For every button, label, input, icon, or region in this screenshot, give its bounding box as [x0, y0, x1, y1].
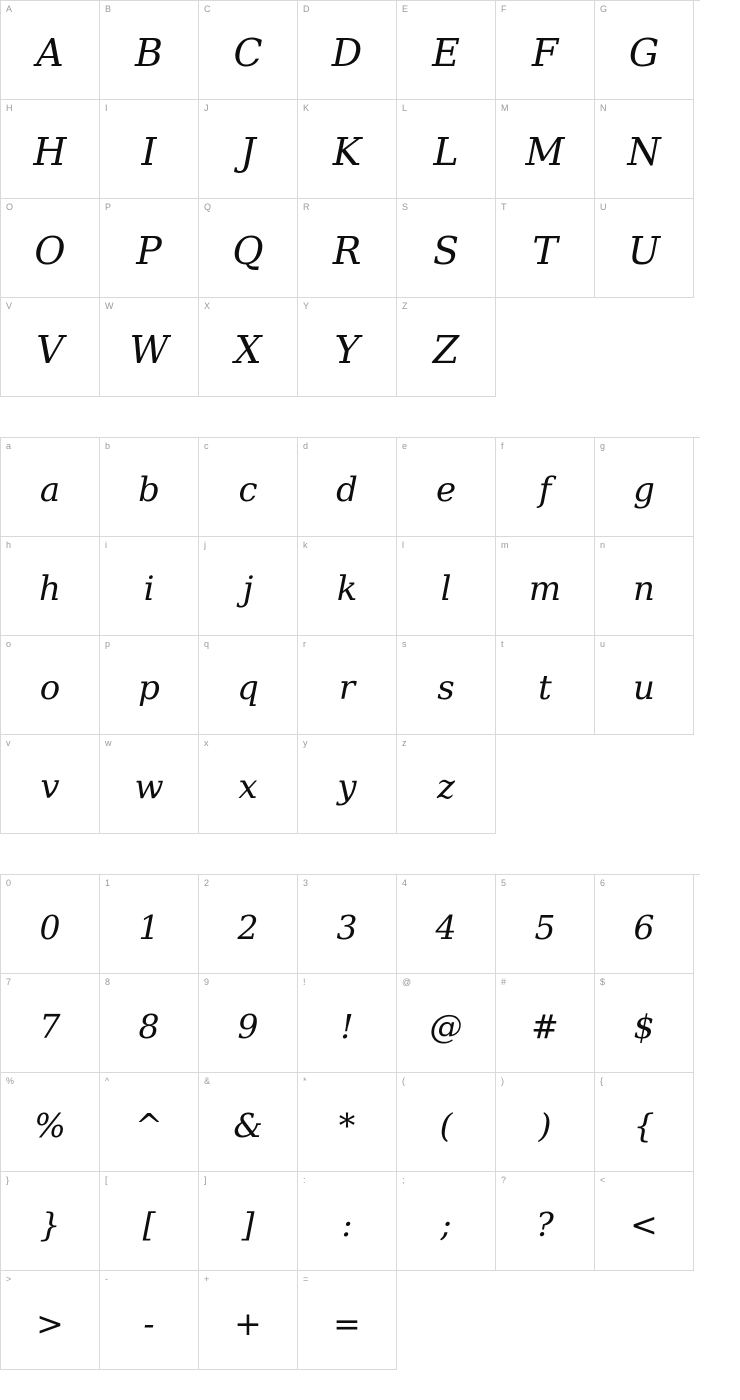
glyph-cell-character: f: [538, 470, 552, 510]
glyph-cell-character: Z: [432, 328, 460, 372]
glyph-cell[interactable]: [496, 974, 595, 1073]
glyph-cell[interactable]: [1, 1, 100, 100]
glyph-cell[interactable]: [199, 1271, 298, 1370]
glyph-cell-tag: >: [6, 1274, 12, 1284]
glyph-cell[interactable]: [595, 438, 694, 537]
glyph-cell-tag: B: [105, 4, 112, 14]
glyph-cell-tag: <: [600, 1175, 606, 1185]
glyph-cell-tag: 1: [105, 878, 111, 888]
glyph-cell[interactable]: [1, 298, 100, 397]
glyph-cell-character: ?: [536, 1204, 554, 1244]
glyph-cell-tag: v: [6, 738, 11, 748]
glyph-cell-character: &: [233, 1105, 263, 1145]
glyph-cell[interactable]: [397, 199, 496, 298]
glyph-cell-tag: 6: [600, 878, 606, 888]
glyph-cell[interactable]: [100, 537, 199, 636]
glyph-cell[interactable]: [199, 1172, 298, 1271]
glyph-cell-character: 7: [39, 1006, 61, 1046]
glyph-cell-tag: o: [6, 639, 12, 649]
glyph-cell-tag: A: [6, 4, 13, 14]
glyph-cell[interactable]: [298, 875, 397, 974]
glyph-cell-tag: @: [402, 977, 412, 987]
glyph-cell-tag: d: [303, 441, 309, 451]
glyph-cell[interactable]: [298, 636, 397, 735]
uppercase-glyph-grid: [0, 0, 700, 397]
glyph-cell-character: j: [242, 569, 254, 609]
glyph-cell-character: J: [240, 130, 256, 174]
glyph-cell[interactable]: [397, 298, 496, 397]
glyph-cell-tag: 2: [204, 878, 210, 888]
glyph-cell[interactable]: [397, 735, 496, 834]
glyph-cell[interactable]: [1, 100, 100, 199]
glyph-cell[interactable]: [199, 1073, 298, 1172]
glyph-cell-tag: 4: [402, 878, 408, 888]
glyph-cell-character: =: [333, 1303, 361, 1343]
glyph-cell-character: O: [34, 229, 66, 273]
glyph-cell[interactable]: [1, 199, 100, 298]
glyph-cell[interactable]: [595, 199, 694, 298]
glyph-cell-tag: V: [6, 301, 13, 311]
glyph-cell-character: I: [141, 130, 157, 174]
glyph-cell[interactable]: [298, 1271, 397, 1370]
glyph-cell-character: [: [142, 1204, 156, 1244]
glyph-cell-character: N: [627, 130, 661, 174]
glyph-cell-character: c: [238, 470, 258, 510]
glyph-cell-tag: 9: [204, 977, 210, 987]
glyph-cell-character: <: [630, 1204, 658, 1244]
glyph-cell[interactable]: [199, 438, 298, 537]
glyph-cell[interactable]: [397, 974, 496, 1073]
glyph-cell[interactable]: [298, 1172, 397, 1271]
block-spacer: [0, 834, 700, 874]
glyph-cell-character: @: [429, 1006, 463, 1046]
glyph-cell-character: b: [138, 470, 160, 510]
glyph-cell-tag: W: [105, 301, 114, 311]
glyph-cell-character: G: [628, 31, 660, 75]
glyph-cell[interactable]: [298, 199, 397, 298]
glyph-cell-tag: q: [204, 639, 210, 649]
glyph-cell-character: 1: [138, 907, 160, 947]
glyph-cell-tag: C: [204, 4, 211, 14]
glyph-cell-character: A: [36, 31, 64, 75]
glyph-cell-character: X: [234, 328, 262, 372]
glyph-cell[interactable]: [397, 1172, 496, 1271]
glyph-cell[interactable]: [496, 1172, 595, 1271]
glyph-cell-character: E: [432, 31, 460, 75]
glyph-cell-empty: [595, 1271, 694, 1370]
glyph-cell-character: v: [40, 767, 60, 807]
glyph-cell-character: g: [633, 470, 655, 510]
glyph-cell-tag: S: [402, 202, 409, 212]
glyph-cell[interactable]: [496, 537, 595, 636]
glyph-cell-tag: *: [303, 1076, 307, 1086]
glyph-cell-tag: s: [402, 639, 407, 649]
glyph-cell-tag: D: [303, 4, 310, 14]
glyph-cell-character: ): [538, 1105, 552, 1145]
glyph-cell-empty: [496, 735, 595, 834]
glyph-cell-character: V: [36, 328, 64, 372]
glyph-cell[interactable]: [100, 298, 199, 397]
glyph-cell[interactable]: [397, 1, 496, 100]
glyph-cell-character: i: [143, 569, 155, 609]
glyph-cell-tag: Q: [204, 202, 212, 212]
glyph-cell-character: D: [331, 31, 363, 75]
glyph-cell-tag: r: [303, 639, 306, 649]
glyph-cell[interactable]: [496, 636, 595, 735]
glyph-cell-character: 4: [435, 907, 457, 947]
glyph-cell[interactable]: [1, 875, 100, 974]
glyph-cell[interactable]: [298, 298, 397, 397]
glyph-cell-tag: ;: [402, 1175, 405, 1185]
glyph-cell-character: s: [437, 668, 455, 708]
glyph-cell-empty: [595, 298, 694, 397]
glyph-cell-character: S: [432, 229, 460, 273]
glyph-cell-character: z: [437, 767, 455, 807]
glyph-cell-tag: H: [6, 103, 13, 113]
glyph-cell-tag: O: [6, 202, 14, 212]
glyph-cell-character: e: [435, 470, 457, 510]
glyph-cell-character: q: [237, 668, 259, 708]
glyph-cell-character: +: [234, 1303, 262, 1343]
glyph-cell-tag: ): [501, 1076, 504, 1086]
glyph-cell-character: >: [36, 1303, 64, 1343]
glyph-cell[interactable]: [199, 636, 298, 735]
glyph-cell-tag: {: [600, 1076, 604, 1086]
glyph-cell[interactable]: [397, 438, 496, 537]
glyph-cell-character: h: [39, 569, 61, 609]
glyph-cell[interactable]: [595, 875, 694, 974]
glyph-cell[interactable]: [100, 974, 199, 1073]
glyph-cell-tag: I: [105, 103, 108, 113]
glyph-cell-tag: m: [501, 540, 509, 550]
glyph-cell-character: 3: [336, 907, 358, 947]
glyph-cell-tag: [: [105, 1175, 108, 1185]
glyph-cell-tag: E: [402, 4, 409, 14]
glyph-cell[interactable]: [298, 438, 397, 537]
glyph-cell[interactable]: [1, 1172, 100, 1271]
glyph-cell[interactable]: [199, 1, 298, 100]
glyph-cell[interactable]: [100, 636, 199, 735]
glyph-cell[interactable]: [397, 1073, 496, 1172]
glyph-cell-tag: ]: [204, 1175, 207, 1185]
glyph-cell-character: $: [633, 1006, 655, 1046]
glyph-cell-tag: i: [105, 540, 107, 550]
glyph-cell-tag: w: [105, 738, 112, 748]
glyph-cell-character: (: [439, 1105, 453, 1145]
glyph-cell[interactable]: [298, 100, 397, 199]
glyph-cell[interactable]: [199, 974, 298, 1073]
glyph-cell[interactable]: [298, 1073, 397, 1172]
glyph-cell-tag: b: [105, 441, 111, 451]
glyph-cell-character: {: [633, 1105, 655, 1145]
glyph-cell-tag: T: [501, 202, 507, 212]
glyph-cell[interactable]: [100, 1271, 199, 1370]
glyph-cell[interactable]: [1, 1073, 100, 1172]
glyph-cell-tag: R: [303, 202, 310, 212]
glyph-cell-tag: u: [600, 639, 606, 649]
glyph-cell[interactable]: [1, 1271, 100, 1370]
glyph-cell-character: :: [341, 1204, 353, 1244]
glyph-cell-tag: $: [600, 977, 606, 987]
glyph-cell-tag: L: [402, 103, 408, 113]
glyph-cell-character: }: [39, 1204, 61, 1244]
glyph-cell-tag: 5: [501, 878, 507, 888]
glyph-cell-character: #: [531, 1006, 559, 1046]
glyph-cell-tag: e: [402, 441, 408, 451]
glyph-cell-tag: +: [204, 1274, 210, 1284]
glyph-cell[interactable]: [100, 1, 199, 100]
glyph-cell-character: M: [525, 130, 565, 174]
glyph-cell-tag: K: [303, 103, 310, 113]
glyph-cell-character: H: [33, 130, 67, 174]
block-spacer: [0, 397, 700, 437]
glyph-cell-character: P: [136, 229, 162, 273]
glyph-cell-tag: t: [501, 639, 504, 649]
glyph-cell[interactable]: [595, 1073, 694, 1172]
glyph-cell-tag: ^: [105, 1076, 110, 1086]
glyph-cell[interactable]: [100, 438, 199, 537]
glyph-cell-tag: n: [600, 540, 606, 550]
glyph-cell-tag: j: [204, 540, 206, 550]
glyph-cell-tag: &: [204, 1076, 211, 1086]
glyph-cell-character: Q: [232, 229, 264, 273]
glyph-cell[interactable]: [496, 438, 595, 537]
glyph-cell[interactable]: [199, 199, 298, 298]
glyph-cell[interactable]: [496, 1073, 595, 1172]
glyph-cell[interactable]: [100, 199, 199, 298]
glyph-cell[interactable]: [397, 537, 496, 636]
glyph-cell[interactable]: [397, 100, 496, 199]
glyph-cell-tag: z: [402, 738, 407, 748]
glyph-cell-tag: Y: [303, 301, 310, 311]
glyph-cell-character: R: [332, 229, 362, 273]
glyph-cell[interactable]: [496, 100, 595, 199]
glyph-cell-character: u: [633, 668, 655, 708]
glyph-cell[interactable]: [496, 875, 595, 974]
glyph-cell[interactable]: [595, 1172, 694, 1271]
glyph-cell[interactable]: [298, 974, 397, 1073]
glyph-cell-tag: 7: [6, 977, 12, 987]
glyph-cell-tag: 8: [105, 977, 111, 987]
glyph-cell-character: o: [39, 668, 61, 708]
glyph-cell[interactable]: [298, 1, 397, 100]
glyph-cell-tag: x: [204, 738, 209, 748]
glyph-cell-tag: F: [501, 4, 507, 14]
glyph-cell-character: B: [135, 31, 163, 75]
glyph-cell-tag: p: [105, 639, 111, 649]
glyph-cell-character: k: [336, 569, 358, 609]
glyph-cell-tag: P: [105, 202, 112, 212]
glyph-cell[interactable]: [397, 636, 496, 735]
glyph-cell-tag: Z: [402, 301, 408, 311]
glyph-cell[interactable]: [100, 1172, 199, 1271]
glyph-cell-character: t: [538, 668, 552, 708]
glyph-cell-character: 6: [633, 907, 655, 947]
symbol-glyph-grid: [0, 874, 700, 1370]
glyph-cell-character: U: [627, 229, 661, 273]
glyph-cell[interactable]: [1, 735, 100, 834]
glyph-cell-character: r: [338, 668, 356, 708]
glyph-cell[interactable]: [1, 636, 100, 735]
glyph-cell-empty: [595, 735, 694, 834]
glyph-cell-character: y: [337, 767, 357, 807]
glyph-cell-character: 2: [237, 907, 259, 947]
glyph-cell[interactable]: [1, 974, 100, 1073]
glyph-cell[interactable]: [100, 1073, 199, 1172]
glyph-cell-tag: %: [6, 1076, 15, 1086]
glyph-cell-character: l: [440, 569, 452, 609]
glyph-cell-empty: [397, 1271, 496, 1370]
glyph-cell[interactable]: [100, 875, 199, 974]
glyph-cell-character: 8: [138, 1006, 160, 1046]
glyph-cell-character: L: [433, 130, 459, 174]
lowercase-glyph-grid: [0, 437, 700, 834]
glyph-cell[interactable]: [100, 735, 199, 834]
glyph-cell-character: K: [332, 130, 362, 174]
glyph-cell[interactable]: [298, 537, 397, 636]
glyph-cell-tag: g: [600, 441, 606, 451]
glyph-cell-character: C: [233, 31, 263, 75]
glyph-cell-character: W: [129, 328, 169, 372]
glyph-cell-tag: :: [303, 1175, 306, 1185]
glyph-cell[interactable]: [595, 636, 694, 735]
glyph-cell[interactable]: [595, 974, 694, 1073]
glyph-cell-tag: 3: [303, 878, 309, 888]
glyph-cell-character: *: [338, 1105, 356, 1145]
glyph-cell-tag: U: [600, 202, 607, 212]
glyph-cell-character: x: [238, 767, 258, 807]
glyph-cell[interactable]: [199, 875, 298, 974]
glyph-cell-character: F: [531, 31, 559, 75]
glyph-cell-character: d: [336, 470, 358, 510]
glyph-cell[interactable]: [595, 1, 694, 100]
glyph-cell-character: T: [532, 229, 558, 273]
glyph-cell-tag: J: [204, 103, 209, 113]
glyph-cell-tag: =: [303, 1274, 309, 1284]
glyph-cell-tag: G: [600, 4, 608, 14]
glyph-cell[interactable]: [199, 100, 298, 199]
glyph-cell-empty: [496, 1271, 595, 1370]
glyph-cell-character: w: [134, 767, 164, 807]
glyph-cell-character: ;: [440, 1204, 452, 1244]
glyph-cell-character: %: [34, 1105, 66, 1145]
glyph-cell-character: -: [143, 1303, 155, 1343]
glyph-cell-character: 5: [534, 907, 556, 947]
glyph-cell-tag: ?: [501, 1175, 507, 1185]
glyph-cell-tag: #: [501, 977, 507, 987]
glyph-cell-character: !: [340, 1006, 354, 1046]
glyph-cell[interactable]: [496, 1, 595, 100]
glyph-cell[interactable]: [397, 875, 496, 974]
glyph-cell[interactable]: [298, 735, 397, 834]
glyph-cell-character: p: [138, 668, 160, 708]
glyph-cell-tag: h: [6, 540, 12, 550]
glyph-cell-character: Y: [334, 328, 360, 372]
glyph-cell[interactable]: [1, 537, 100, 636]
glyph-cell-tag: 0: [6, 878, 12, 888]
glyph-cell-tag: M: [501, 103, 509, 113]
glyph-cell[interactable]: [595, 100, 694, 199]
glyph-cell[interactable]: [199, 537, 298, 636]
glyph-cell-tag: y: [303, 738, 308, 748]
glyph-cell-character: a: [39, 470, 61, 510]
glyph-cell-tag: k: [303, 540, 308, 550]
glyph-cell-tag: f: [501, 441, 504, 451]
glyph-cell-tag: !: [303, 977, 306, 987]
glyph-cell-character: 9: [237, 1006, 259, 1046]
glyph-cell-tag: c: [204, 441, 209, 451]
glyph-cell[interactable]: [1, 438, 100, 537]
glyph-cell-character: n: [633, 569, 655, 609]
glyph-cell-tag: }: [6, 1175, 10, 1185]
glyph-cell-empty: [496, 298, 595, 397]
glyph-cell-tag: N: [600, 103, 607, 113]
glyph-cell-tag: a: [6, 441, 12, 451]
glyph-cell-tag: X: [204, 301, 211, 311]
glyph-cell[interactable]: [199, 298, 298, 397]
glyph-cell-tag: -: [105, 1274, 108, 1284]
glyph-cell[interactable]: [100, 100, 199, 199]
glyph-cell-character: m: [528, 569, 562, 609]
glyph-cell-character: ^: [135, 1105, 163, 1145]
glyph-cell-character: ]: [241, 1204, 255, 1244]
glyph-cell[interactable]: [595, 537, 694, 636]
glyph-cell-tag: l: [402, 540, 404, 550]
glyph-cell[interactable]: [496, 199, 595, 298]
glyph-cell[interactable]: [199, 735, 298, 834]
glyph-cell-tag: (: [402, 1076, 405, 1086]
glyph-cell-character: 0: [39, 907, 61, 947]
